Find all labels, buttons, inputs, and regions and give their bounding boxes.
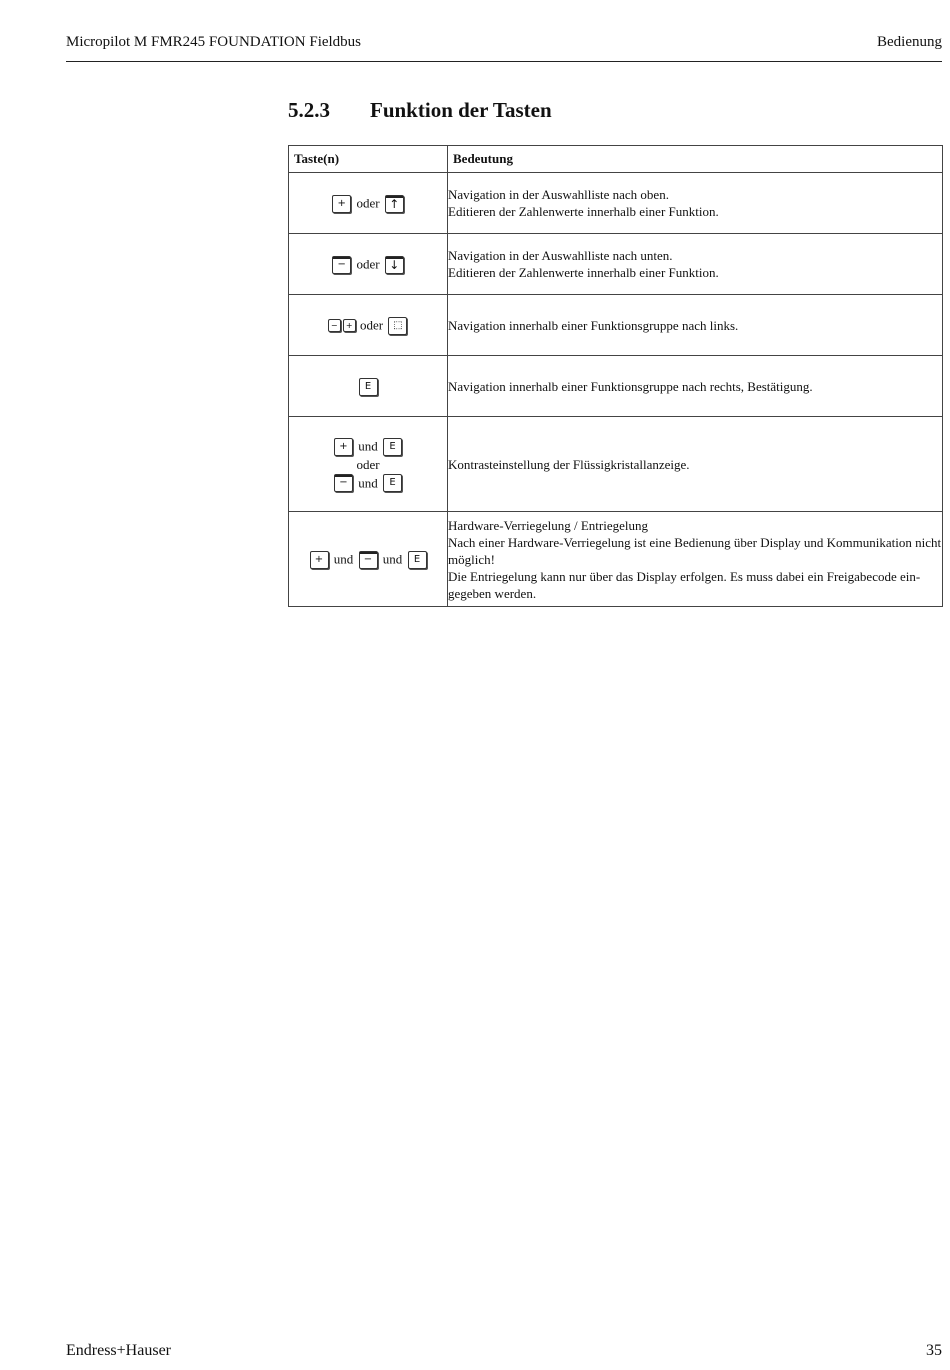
key-description	[448, 512, 943, 607]
key-combination	[289, 234, 448, 295]
description-line: Navigation in der Auswahlliste nach oben.	[448, 187, 669, 202]
table-row	[289, 512, 943, 607]
table-row	[289, 356, 943, 417]
key-description	[448, 417, 943, 512]
publisher-name: Endress+Hauser	[66, 1342, 171, 1359]
enter-key-icon: E	[383, 438, 402, 456]
table-header-row	[289, 146, 943, 173]
table-row	[289, 173, 943, 234]
conjunction: oder	[356, 456, 380, 472]
description-line: Nach einer Hardware-Verriegelung ist eine Bedienung über Display und Kommunikation nicht möglich!	[448, 534, 942, 567]
plus-key-icon: +	[343, 319, 356, 332]
plus-key-icon: +	[310, 551, 329, 569]
page-number: 35	[926, 1342, 942, 1359]
key-function-table	[288, 145, 943, 607]
conjunction: oder	[353, 257, 383, 272]
description-line: Kontrasteinstellung der Flüssigkristallanzeige.	[448, 456, 690, 472]
conjunction: und	[355, 475, 381, 491]
key-combination	[289, 356, 448, 417]
section-heading	[288, 98, 552, 123]
table-row	[289, 417, 943, 512]
plus-key-icon: +	[332, 195, 351, 213]
description-line: Editieren der Zahlenwerte innerhalb einer Funktion.	[448, 265, 719, 280]
document-title: Micropilot M FMR245 FOUNDATION Fieldbus	[66, 34, 362, 50]
conjunction: oder	[359, 318, 387, 333]
minus-key-icon: −	[334, 474, 353, 492]
section-number: 5.2.3	[288, 98, 330, 122]
key-combination	[289, 512, 448, 607]
conjunction: oder	[353, 196, 383, 211]
column-header-keys: Taste(n)	[289, 146, 448, 173]
key-description	[448, 356, 943, 417]
description-line: Navigation in der Auswahlliste nach unten.	[448, 248, 673, 263]
plus-key-icon: +	[334, 438, 353, 456]
description-line: Navigation innerhalb einer Funktionsgruppe nach rechts, Bestätigung.	[448, 378, 813, 394]
down-arrow-key-icon	[385, 256, 404, 274]
key-combination	[289, 295, 448, 356]
key-description	[448, 234, 943, 295]
escape-key-icon	[388, 317, 407, 335]
description-line: Editieren der Zahlenwerte innerhalb einer Funktion.	[448, 204, 719, 219]
key-description	[448, 173, 943, 234]
enter-key-icon: E	[408, 551, 427, 569]
table-row	[289, 234, 943, 295]
minus-key-icon: −	[359, 551, 378, 569]
key-description	[448, 295, 943, 356]
description-line: Navigation innerhalb einer Funktionsgruppe nach links.	[448, 317, 739, 333]
minus-key-icon: −	[328, 319, 341, 332]
table-row	[289, 295, 943, 356]
minus-key-icon: −	[332, 256, 351, 274]
up-arrow-key-icon	[385, 195, 404, 213]
enter-key-icon: E	[359, 378, 378, 396]
section-title: Funktion der Tasten	[370, 98, 552, 122]
key-combination	[289, 173, 448, 234]
key-combination	[289, 417, 448, 512]
description-line: Die Entriegelung kann nur über das Display erfolgen. Es muss dabei ein Freigabecode ein-gegeben werden.	[448, 568, 921, 601]
chapter-title: Bedienung	[877, 34, 942, 50]
conjunction: und	[355, 439, 381, 454]
description-line: Hardware-Verriegelung / Entriegelung	[448, 517, 648, 533]
enter-key-icon: E	[383, 474, 402, 492]
page-header	[66, 31, 942, 62]
column-header-meaning: Bedeutung	[448, 146, 943, 173]
conjunction: und	[330, 552, 357, 567]
conjunction: und	[379, 552, 406, 567]
